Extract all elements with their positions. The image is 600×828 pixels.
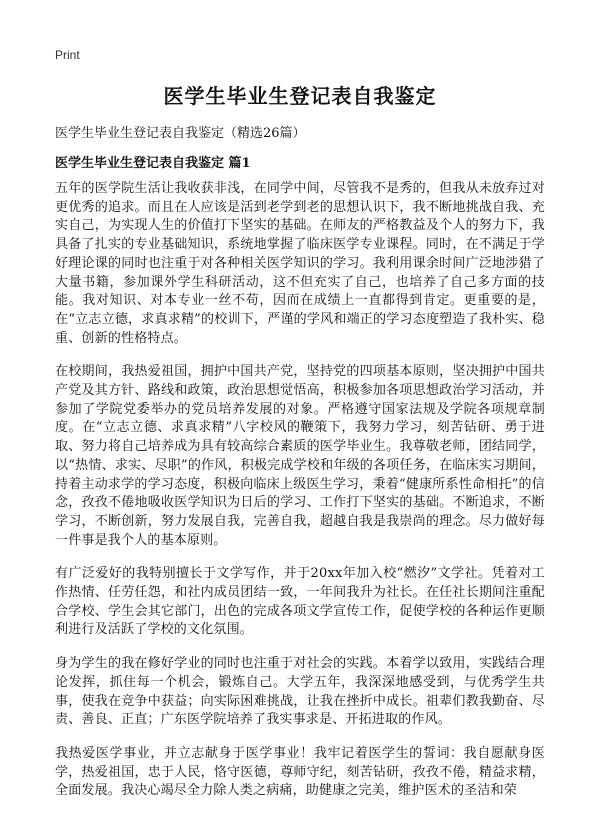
- paragraph: 在校期间，我热爱祖国，拥护中国共产党，坚持党的四项基本原则，坚决拥护中国共产党及其方针、路线和政策，政治思想觉悟高，积极参加各项思想政治学习活动，并参加了学院党委举办的党员培养发展的对象。严格遵守国家法规及学院各项规章制度。在“立志立德、求真求精”八字校风的鞭策下，我努力学习，刻苦钻研、勇于进取、努力将自己培养成为具有较高综合素质的医学毕业生。我尊敬老师，团结同学，以“热情、求实、尽职”的作风，积极完成学校和年级的各项任务，在临床实习期间，持着主动求学的学习态度，积极向临床上级医生学习，秉着“健康所系性命相托”的信念，孜孜不倦地吸收医学知识为日后的学习、工作打下坚实的基础。不断追求，不断学习，不断创新，努力发展自我，完善自我，超越自我是我崇尚的理念。尽力做好每一件事是我个人的基本原则。: [55, 364, 545, 548]
- paragraph: 五年的医学院生活让我收获非浅，在同学中间，尽管我不是秀的，但我从未放弃过对更优秀的追求。而且在人应该是活到老学到老的思想认识下，我不断地挑战自我、充实自己，为实现人生的价值打下坚实的基础。在师友的严格教益及个人的努力下，我具备了扎实的专业基础知识，系统地掌握了临床医学专业课程。同时，在不满足于学好理论课的同时也注重于对各种相关医学知识的学习。我利用课余时间广泛地涉猎了大量书籍，参加课外学生科研活动，这不但充实了自己，也培养了自己多方面的技能。我对知识、对本专业一丝不苟，因而在成绩上一直都得到肯定。更重要的是，在“立志立德，求真求精”的校训下，严谨的学风和端正的学习态度塑造了我朴实、稳重、创新的性格特点。: [55, 181, 545, 346]
- page-title: 医学生毕业生登记表自我鉴定: [163, 84, 437, 108]
- paragraph: 身为学生的我在修好学业的同时也注重于对社会的实践。本着学以致用，实践结合理论发挥，抓住每一个机会，锻炼自己。大学五年，我深深地感受到，与优秀学生共事，使我在竞争中获益；向实际困难挑战，让我在挫折中成长。祖辈们教我勤奋、尽责、善良、正直；广东医学院培养了我实事求是、开拓进取的作风。: [55, 656, 545, 728]
- document-subtitle: 医学生毕业生登记表自我鉴定（精选26篇）: [55, 126, 306, 141]
- body-text: [55, 180, 545, 816]
- paragraph: 我热爱医学事业，并立志献身于医学事业！我牢记着医学生的誓词：我自愿献身医学，热爱祖国，忠于人民，恪守医德，尊师守纪，刻苦钻研，孜孜不倦，精益求精，全面发展。我决心竭尽全力除人类之病痛，助健康之完美，维护医术的圣洁和荣: [55, 745, 545, 799]
- paragraph: 有广泛爱好的我特别擅长于文学写作，并于20xx年加入校“燃汐”文学社。凭着对工作热情、任劳任怨，和社内成员团结一致，一年间我升为社长。在任社长期间注重配合学校、学生会其它部门，出色的完成各项文学宣传工作，促使学校的各种运作更顺利进行及活跃了学校的文化氛围。: [55, 566, 545, 638]
- print-label: Print: [55, 48, 80, 62]
- section-heading: 医学生毕业生登记表自我鉴定 篇1: [55, 156, 251, 171]
